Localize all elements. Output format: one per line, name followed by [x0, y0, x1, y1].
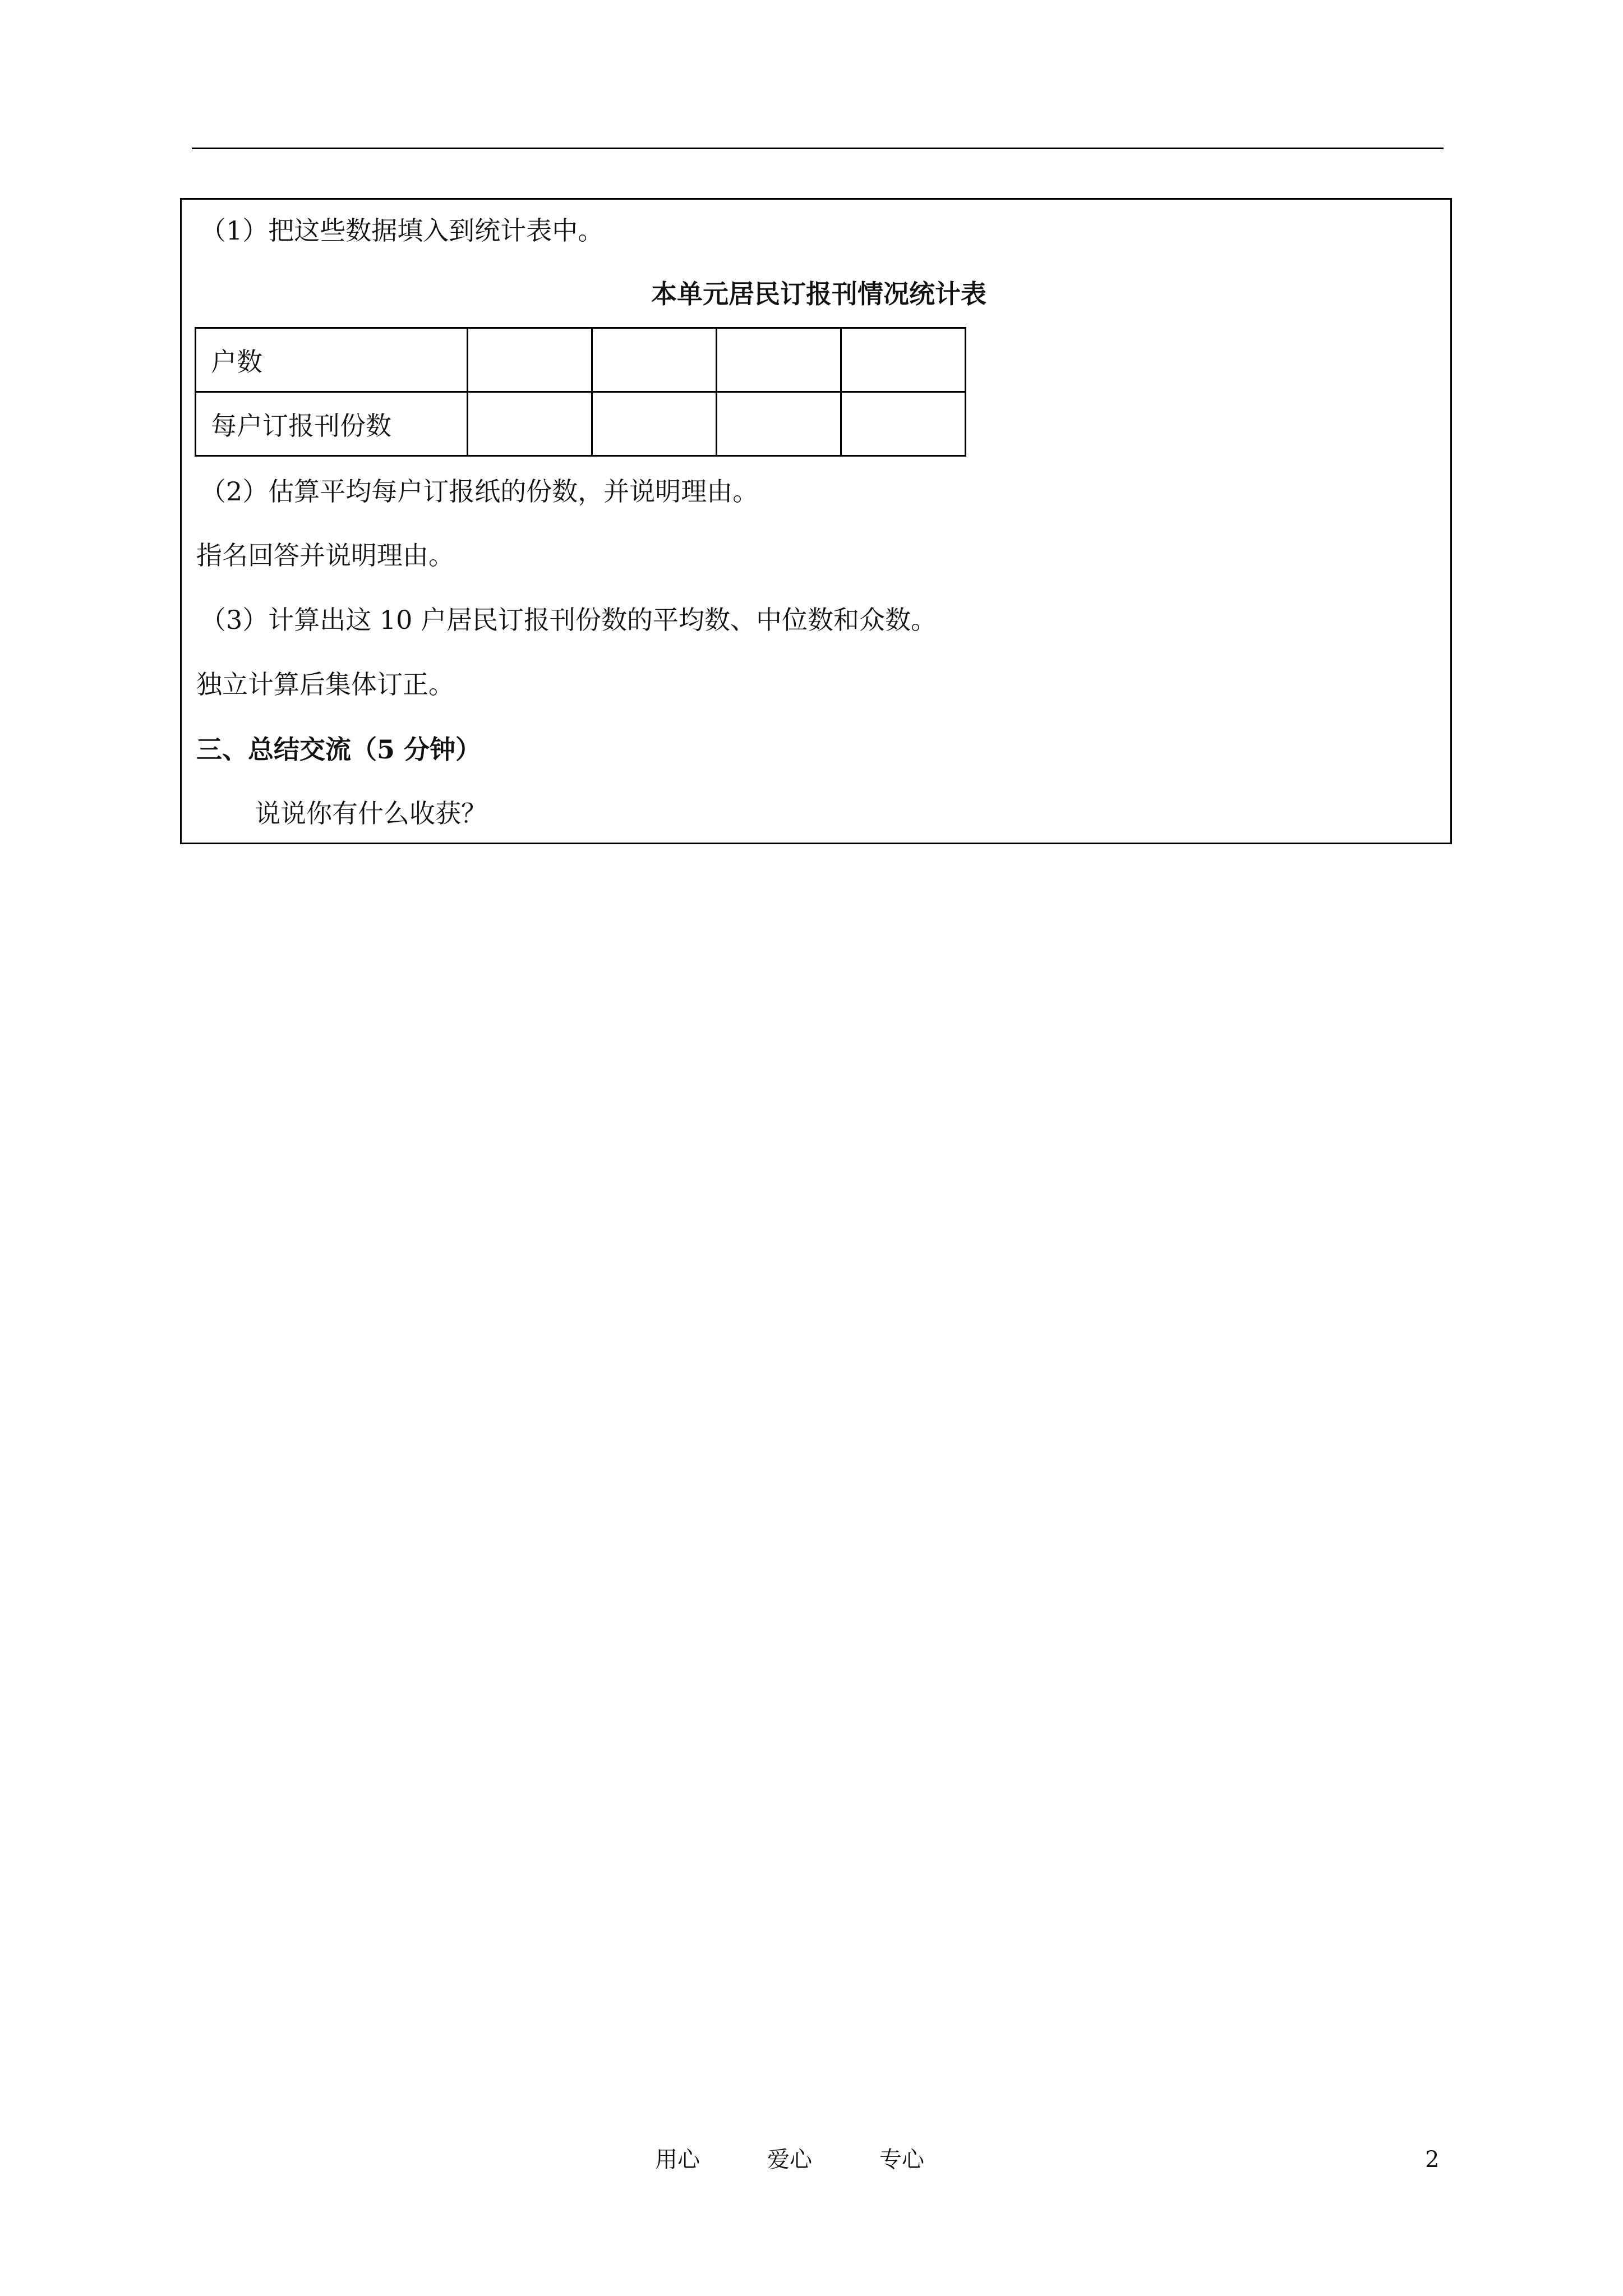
section3-question: 说说你有什么收获？ [255, 798, 487, 829]
table-cell [841, 328, 966, 392]
table-cell [592, 392, 717, 456]
table-row-label: 户数 [196, 328, 468, 392]
table-title: 本单元居民订报刊情况统计表 [651, 279, 986, 309]
table-cell [717, 328, 841, 392]
table-cell [468, 328, 592, 392]
section3-heading: 三、总结交流（5 分钟） [196, 734, 482, 765]
step1-text: （1）把这些数据填入到统计表中。 [200, 215, 604, 246]
footer-motto-1: 用心 [655, 2147, 700, 2173]
step2-text: （2）估算平均每户订报纸的份数，并说明理由。 [200, 476, 759, 507]
table-cell [841, 392, 966, 456]
statistics-table [195, 327, 966, 457]
step3-text: （3）计算出这 10 户居民订报刊份数的平均数、中位数和众数。 [200, 605, 937, 635]
table-row-label: 每户订报刊份数 [196, 392, 468, 456]
header-rule [192, 148, 1444, 149]
table-cell [592, 328, 717, 392]
footer-motto-2: 爱心 [767, 2147, 812, 2173]
footer-motto-3: 专心 [879, 2147, 924, 2173]
table-cell [468, 392, 592, 456]
table-row [196, 392, 966, 456]
step2-note: 指名回答并说明理由。 [196, 540, 454, 570]
table-row [196, 328, 966, 392]
table-cell [717, 392, 841, 456]
page-number: 2 [1425, 2147, 1440, 2173]
step3-note: 独立计算后集体订正。 [196, 669, 454, 700]
